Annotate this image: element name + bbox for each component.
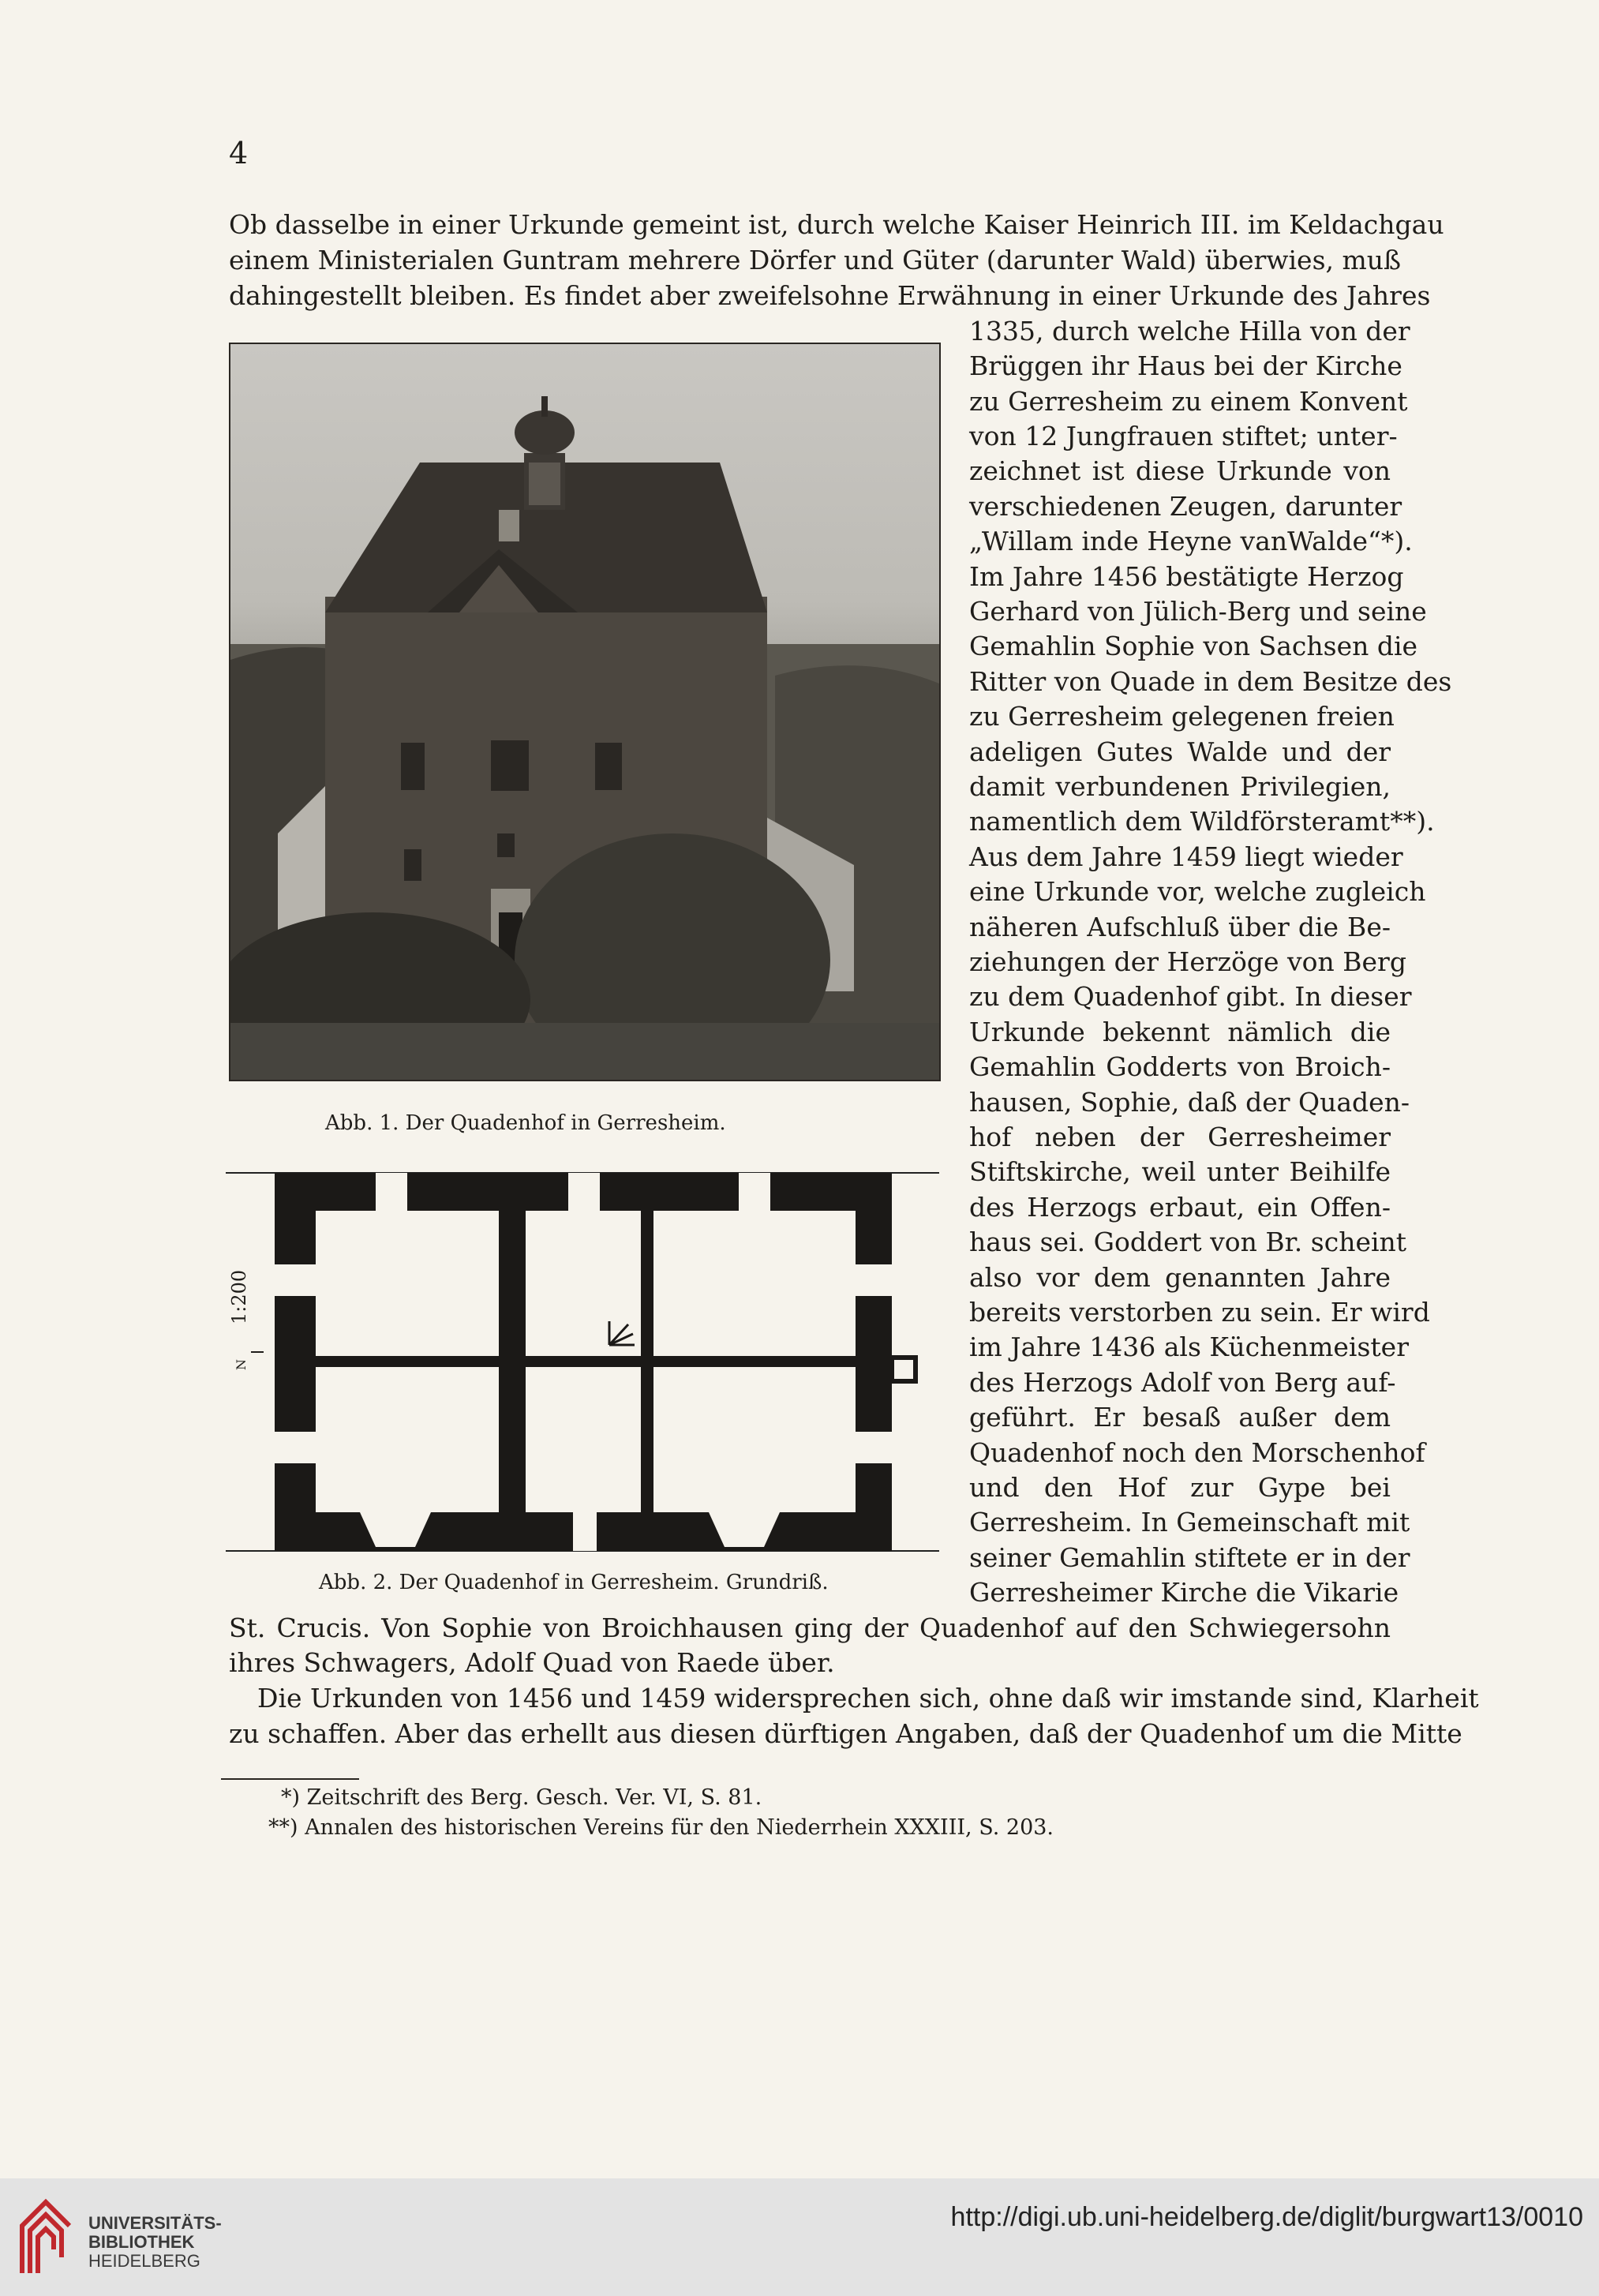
floor-plan xyxy=(226,1167,939,1561)
footnote: *) Zeitschrift des Berg. Gesch. Ver. VI, S. 81. xyxy=(281,1785,762,1810)
body-line: dahingestellt bleiben. Es findet aber zweifelsohne Erwähnung in einer Urkunde des Jahres xyxy=(229,280,1431,311)
quadenhof-photo xyxy=(229,343,941,1081)
column-line: Aus dem Jahre 1459 liegt wieder xyxy=(969,841,1403,872)
column-line: verschiedenen Zeugen, darunter xyxy=(969,491,1402,522)
column-line: eine Urkunde vor, welche zugleich xyxy=(969,876,1426,907)
column-line: Gerhard von Jülich-Berg und seine xyxy=(969,596,1427,627)
figure-2-caption: Abb. 2. Der Quadenhof in Gerresheim. Grundriß. xyxy=(319,1571,829,1594)
column-line: Stiftskirche, weil unter Beihilfe xyxy=(969,1156,1391,1187)
body-line: Die Urkunden von 1456 und 1459 widersprechen sich, ohne daß wir imstande sind, Klarheit xyxy=(257,1683,1479,1714)
footnote: **) Annalen des historischen Vereins für den Niederrhein XXXIII, S. 203. xyxy=(268,1815,1054,1840)
column-line: damit verbundenen Privilegien, xyxy=(969,771,1391,802)
body-line: ihres Schwagers, Adolf Quad von Raede über. xyxy=(229,1647,835,1678)
column-line: im Jahre 1436 als Küchenmeister xyxy=(969,1332,1409,1362)
column-line: näheren Aufschluß über die Be- xyxy=(969,912,1391,942)
column-line: adeligen Gutes Walde und der xyxy=(969,736,1391,767)
column-line: 1335, durch welche Hilla von der xyxy=(969,316,1410,346)
column-line: des Herzogs Adolf von Berg auf- xyxy=(969,1367,1396,1398)
column-line: zu Gerresheim zu einem Konvent xyxy=(969,386,1408,417)
column-line: Urkunde bekennt nämlich die xyxy=(969,1017,1391,1047)
column-line: hof neben der Gerresheimer xyxy=(969,1122,1391,1152)
north-label: N xyxy=(234,1359,249,1370)
library-logo-icon xyxy=(14,2194,77,2283)
figure-1-caption: Abb. 1. Der Quadenhof in Gerresheim. xyxy=(325,1111,726,1135)
column-line: also vor dem genannten Jahre xyxy=(969,1262,1391,1293)
column-line: „Willam inde Heyne vanWalde“*). xyxy=(969,526,1413,556)
body-line: St. Crucis. Von Sophie von Broichhausen ging der Quadenhof auf den Schwiegersohn xyxy=(229,1612,1391,1643)
scale-label: 1:200 xyxy=(228,1269,250,1324)
column-line: Gerresheim. In Gemeinschaft mit xyxy=(969,1507,1410,1538)
column-line: ziehungen der Herzöge von Berg xyxy=(969,946,1406,977)
column-line: Gemahlin Sophie von Sachsen die xyxy=(969,631,1418,661)
column-line: Quadenhof noch den Morschenhof xyxy=(969,1437,1425,1468)
column-line: Gerresheimer Kirche die Vikarie xyxy=(969,1577,1399,1608)
column-line: zeichnet ist diese Urkunde von xyxy=(969,455,1391,486)
column-line: namentlich dem Wildförsteramt**). xyxy=(969,806,1435,837)
column-line: von 12 Jungfrauen stiftet; unter- xyxy=(969,421,1398,451)
column-line: hausen, Sophie, daß der Quaden- xyxy=(969,1087,1410,1118)
column-line: Ritter von Quade in dem Besitze des xyxy=(969,666,1452,697)
column-line: des Herzogs erbaut, ein Offen- xyxy=(969,1192,1391,1223)
column-line: haus sei. Goddert von Br. scheint xyxy=(969,1227,1407,1257)
column-line: geführt. Er besaß außer dem xyxy=(969,1402,1391,1433)
column-line: zu dem Quadenhof gibt. In dieser xyxy=(969,981,1412,1012)
library-footer xyxy=(0,2178,1599,2296)
building-illustration xyxy=(230,344,939,1080)
body-line: einem Ministerialen Guntram mehrere Dörfer und Güter (darunter Wald) überwies, muß xyxy=(229,245,1402,275)
library-name xyxy=(88,2214,222,2271)
page-number: 4 xyxy=(229,136,249,170)
body-line: zu schaffen. Aber das erhellt aus diesen dürftigen Angaben, daß der Quadenhof um die Mitte xyxy=(229,1718,1462,1749)
source-url-link[interactable]: http://digi.ub.uni-heidelberg.de/diglit/burgwart13/0010 xyxy=(950,2202,1583,2232)
footnote-rule xyxy=(221,1778,359,1780)
column-line: Brüggen ihr Haus bei der Kirche xyxy=(969,350,1402,381)
library-name-line: HEIDELBERG xyxy=(88,2251,200,2271)
column-line: und den Hof zur Gype bei xyxy=(969,1472,1391,1503)
library-name-line: BIBLIOTHEK xyxy=(88,2232,195,2252)
column-line: zu Gerresheim gelegenen freien xyxy=(969,701,1395,732)
column-line: Gemahlin Godderts von Broich- xyxy=(969,1051,1391,1082)
library-name-line: UNIVERSITÄTS- xyxy=(88,2213,222,2233)
body-line: Ob dasselbe in einer Urkunde gemeint ist, durch welche Kaiser Heinrich III. im Keldachgau xyxy=(229,209,1444,240)
column-line: Im Jahre 1456 bestätigte Herzog xyxy=(969,561,1404,592)
column-line: seiner Gemahlin stiftete er in der xyxy=(969,1542,1410,1573)
column-line: bereits verstorben zu sein. Er wird xyxy=(969,1297,1430,1328)
